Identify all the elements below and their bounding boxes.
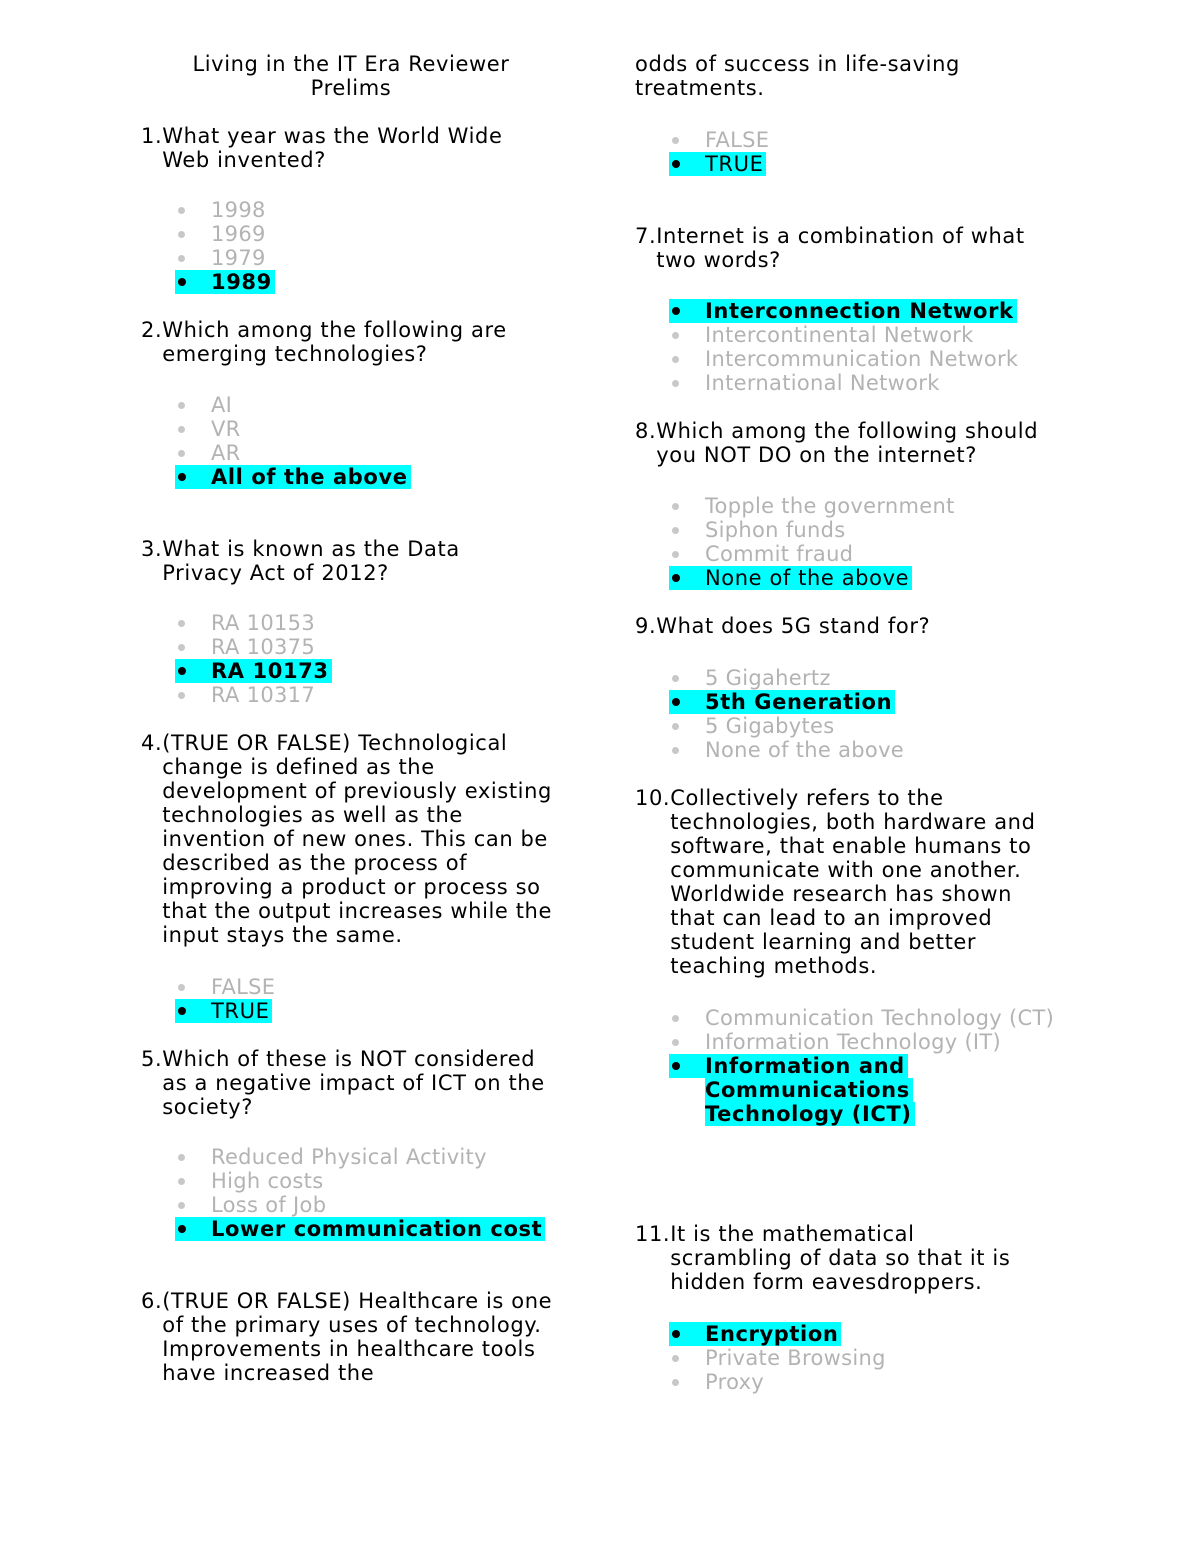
bullet-icon [672,675,679,682]
question-text: Which among the following should you NOT DO on the internet? [656,419,1039,467]
option: AI [141,393,571,417]
option: Loss of Job [141,1193,571,1217]
question-number: 7. [635,224,657,248]
option-list [635,299,1065,395]
question-3 [141,537,571,707]
option: 1998 [141,198,571,222]
option-list [141,975,571,1023]
question-8 [635,419,1065,590]
question-number: 1. [141,124,163,148]
option-list [141,393,571,489]
bullet-icon [178,231,185,238]
option-list [635,1006,1065,1126]
bullet-icon [672,332,679,339]
option: Siphon funds [635,518,1065,542]
bullet-icon [178,426,185,433]
bullet-icon [178,278,186,286]
bullet-icon [672,574,680,582]
option: Proxy [635,1370,1065,1394]
option-list [635,1322,1065,1394]
title-line-2: Prelims [310,76,392,100]
question-number: 4. [141,731,163,755]
bullet-icon [672,1039,679,1046]
option: Intercommunication Network [635,347,1065,371]
bullet-icon [178,667,186,675]
bullet-icon [178,1007,186,1015]
question-text: Which among the following are emerging technologies? [162,318,507,366]
question-number: 10. [635,786,671,810]
option: Private Browsing [635,1346,1065,1370]
bullet-icon [672,160,680,168]
question-6 [141,1289,571,1385]
bullet-icon [178,620,185,627]
bullet-icon [672,1062,680,1070]
question-11 [635,1222,1065,1394]
bullet-icon [178,1154,185,1161]
bullet-icon [672,356,679,363]
correct-option: None of the above [635,566,1065,590]
option: High costs [141,1169,571,1193]
correct-option: All of the above [141,465,571,489]
bullet-icon [178,692,185,699]
option: RA 10317 [141,683,571,707]
question-10 [635,786,1065,1126]
bullet-icon [672,503,679,510]
bullet-icon [178,450,185,457]
question-text: (TRUE OR FALSE) Healthcare is one of the primary uses of technology. Improvements in healthcare tools have increased the [162,1289,553,1385]
bullet-icon [178,1225,186,1233]
bullet-icon [672,723,679,730]
option: 5 Gigabytes [635,714,1065,738]
question-number: 3. [141,537,163,561]
option: Intercontinental Network [635,323,1065,347]
question-6-continued [635,52,1065,176]
option: Information Technology (IT) [635,1030,1065,1054]
bullet-icon [178,402,185,409]
question-2 [141,318,571,489]
bullet-icon [672,1379,679,1386]
question-number: 8. [635,419,657,443]
question-number: 6. [141,1289,163,1313]
option: Communication Technology (CT) [635,1006,1065,1030]
correct-option: Information and Communications Technology (ICT) [635,1054,1039,1126]
bullet-icon [672,1355,679,1362]
question-text: Internet is a combination of what two words? [656,224,1025,272]
bullet-icon [672,527,679,534]
option-list [635,128,1065,176]
option: VR [141,417,571,441]
bullet-icon [672,137,679,144]
question-1 [141,124,571,294]
option-list [141,611,571,707]
question-number: 11. [635,1222,671,1246]
question-number: 2. [141,318,163,342]
left-column [141,52,571,1385]
question-text: What is known as the Data Privacy Act of 2012? [162,537,460,585]
document-title [141,52,561,100]
question-text: (TRUE OR FALSE) Technological change is defined as the development of previously existing technologies as well as the invention of new ones. This can be described as the process of improving a product or process so that the output increases while the input stays the same. [162,731,552,947]
question-number: 9. [635,614,657,638]
option-list [141,1145,571,1241]
question-text: What year was the World Wide Web invented? [162,124,503,172]
option: 5 Gigahertz [635,666,1065,690]
correct-option: Interconnection Network [635,299,1065,323]
option: FALSE [635,128,1065,152]
option-list [635,494,1065,590]
bullet-icon [672,1015,679,1022]
bullet-icon [178,984,185,991]
question-4 [141,731,571,1023]
question-text: Collectively refers to the technologies, both hardware and software, that enable humans to communicate with one another. Worldwide research has shown that can lead to an improved student learning and better teaching methods. [670,786,1036,978]
option: Commit fraud [635,542,1065,566]
bullet-icon [672,747,679,754]
bullet-icon [178,1202,185,1209]
question-text: Which of these is NOT considered as a negative impact of ICT on the society? [162,1047,545,1119]
question-text-continuation: odds of success in life-saving treatments. [635,52,960,100]
option: RA 10375 [141,635,571,659]
option-list [141,198,571,294]
correct-option: RA 10173 [141,659,571,683]
correct-option: TRUE [141,999,571,1023]
option: AR [141,441,571,465]
question-number: 5. [141,1047,163,1071]
option: RA 10153 [141,611,571,635]
correct-option: Lower communication cost [141,1217,571,1241]
bullet-icon [672,698,680,706]
bullet-icon [672,307,680,315]
question-9 [635,614,1065,762]
bullet-icon [178,1178,185,1185]
question-text: What does 5G stand for? [656,614,931,638]
option: Reduced Physical Activity [141,1145,571,1169]
option: International Network [635,371,1065,395]
bullet-icon [672,1330,680,1338]
right-column [635,52,1065,1394]
question-text: It is the mathematical scrambling of data so that it is hidden form eavesdroppers. [670,1222,1011,1294]
option: FALSE [141,975,571,999]
correct-option: TRUE [635,152,1065,176]
bullet-icon [178,207,185,214]
correct-option: 1989 [141,270,571,294]
correct-option: Encryption [635,1322,1065,1346]
correct-option: 5th Generation [635,690,1065,714]
option: 1969 [141,222,571,246]
title-line-1: Living in the IT Era Reviewer [192,52,510,76]
question-5 [141,1047,571,1241]
bullet-icon [672,551,679,558]
option: None of the above [635,738,1065,762]
bullet-icon [672,380,679,387]
bullet-icon [178,644,185,651]
bullet-icon [178,473,186,481]
option: 1979 [141,246,571,270]
question-7 [635,224,1065,395]
option: Topple the government [635,494,1065,518]
option-list [635,666,1065,762]
bullet-icon [178,255,185,262]
